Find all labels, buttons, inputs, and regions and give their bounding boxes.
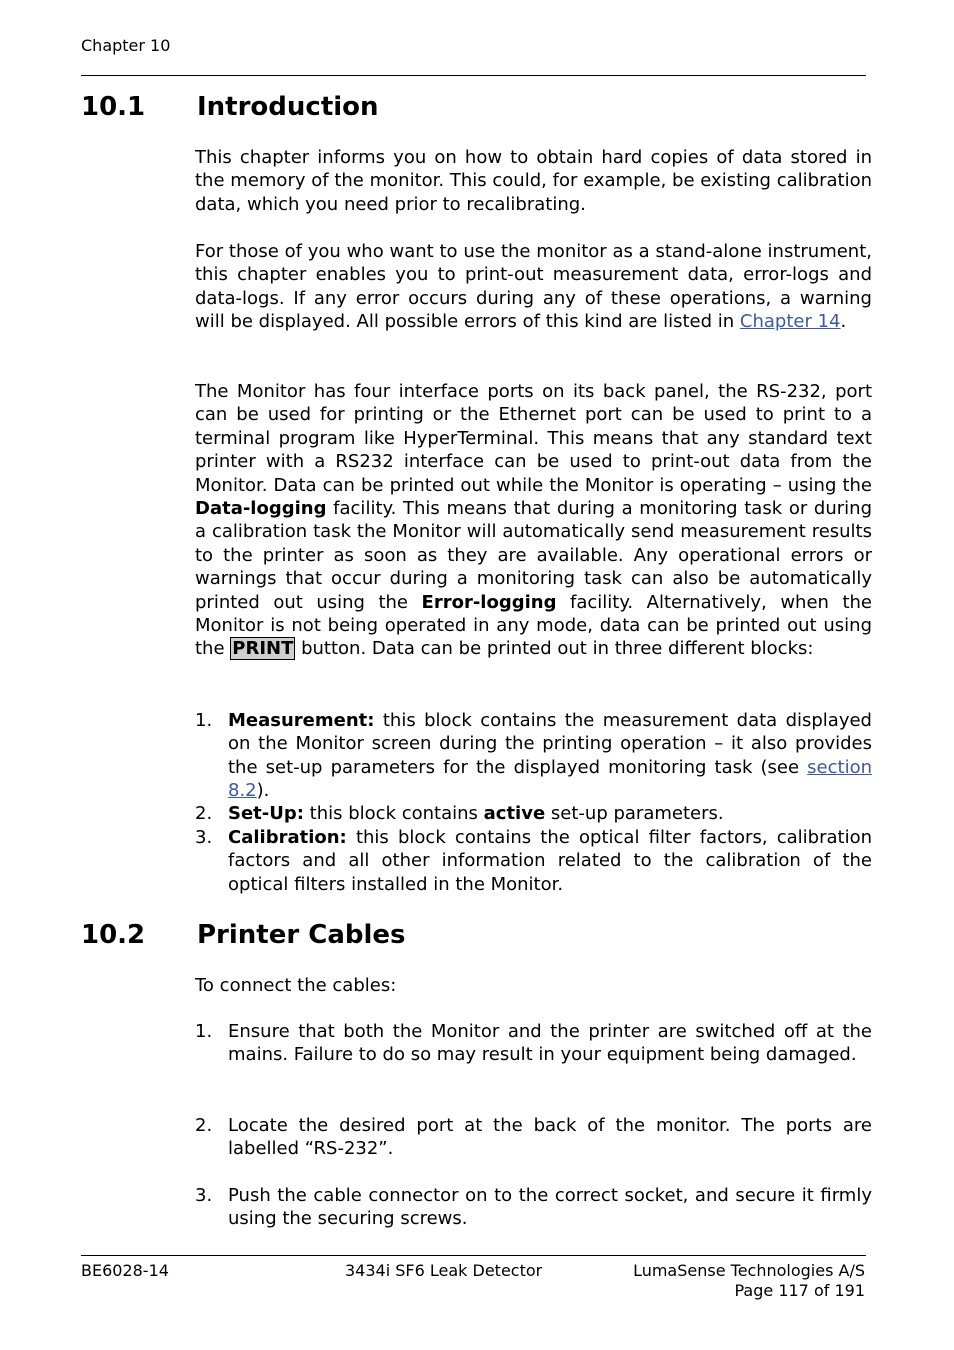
list-number: 3. bbox=[195, 827, 213, 848]
active-term: active bbox=[483, 803, 546, 824]
section-title: Printer Cables bbox=[197, 920, 406, 950]
step-1 bbox=[195, 1020, 872, 1067]
section-8-2-link[interactable]: section 8.2 bbox=[228, 756, 872, 802]
footer-divider bbox=[81, 1255, 866, 1256]
chapter-14-link[interactable]: Chapter 14 bbox=[739, 311, 841, 333]
text-span: button. Data can be printed out in three different blocks: bbox=[295, 638, 814, 660]
header-divider bbox=[81, 75, 866, 76]
section-number: 10.2 bbox=[81, 920, 146, 950]
running-header: Chapter 10 bbox=[81, 36, 171, 55]
intro-paragraph-3 bbox=[195, 380, 872, 661]
text-span: ). bbox=[256, 780, 270, 802]
list-number: 2. bbox=[195, 803, 213, 824]
step-2 bbox=[195, 1114, 872, 1161]
footer-company-page bbox=[633, 1261, 865, 1301]
intro-paragraph-1: This chapter informs you on how to obtain hard copies of data stored in the memory of the monitor. This could, for example, be existing calibration data, which you need prior to recalibrating. bbox=[195, 147, 872, 215]
text-span: this block contains the optical filter factors, calibration factors and all other information related to the calibration of the optical filters installed in the Monitor. bbox=[228, 827, 872, 895]
step-number: 3. bbox=[195, 1185, 213, 1206]
section-title: Introduction bbox=[197, 92, 379, 122]
list-term: Set-Up: bbox=[228, 803, 304, 824]
section-number: 10.1 bbox=[81, 92, 146, 122]
step-text: Ensure that both the Monitor and the printer are switched off at the mains. Failure to do so may result in your equipment being damaged. bbox=[228, 1021, 872, 1066]
list-item-setup bbox=[195, 802, 872, 825]
error-logging-term: Error-logging bbox=[421, 591, 557, 613]
cables-intro: To connect the cables: bbox=[195, 975, 397, 996]
list-item-calibration bbox=[195, 826, 872, 896]
text-span: . bbox=[840, 311, 847, 333]
list-text bbox=[228, 826, 872, 896]
intro-paragraph-2 bbox=[195, 240, 872, 334]
step-text: Locate the desired port at the back of the monitor. The ports are labelled “RS-232”. bbox=[228, 1115, 872, 1160]
list-number: 1. bbox=[195, 710, 213, 731]
list-text bbox=[228, 709, 872, 803]
print-key-label: PRINT bbox=[232, 638, 294, 660]
list-term: Calibration: bbox=[228, 827, 347, 848]
step-number: 1. bbox=[195, 1021, 213, 1042]
list-text bbox=[228, 802, 872, 825]
footer-product: 3434i SF6 Leak Detector bbox=[345, 1261, 543, 1280]
step-3 bbox=[195, 1184, 872, 1231]
text-span: set-up parameters. bbox=[545, 803, 724, 824]
list-term: Measurement: bbox=[228, 710, 375, 731]
text-span: The Monitor has four interface ports on its back panel, the RS-232, port can be used for printing or the Ethernet port can be used to print to a terminal program like HyperTerminal. This means that any standard text printer with a RS232 interface can be used to print-out data from the Monitor. Data can be printed out while the Monitor is operating – using the bbox=[195, 381, 872, 496]
step-text: Push the cable connector on to the correct socket, and secure it firmly using the securing screws. bbox=[228, 1185, 872, 1230]
footer-page-number: Page 117 of 191 bbox=[734, 1281, 865, 1300]
text-span: this block contains bbox=[303, 803, 484, 824]
list-item-measurement bbox=[195, 709, 872, 803]
footer-company: LumaSense Technologies A/S bbox=[633, 1261, 865, 1280]
text-span: facility. Alternatively, when the Monitor is not being operated in any mode, data can be printed out using the bbox=[195, 591, 872, 660]
text-span: For those of you who want to use the monitor as a stand-alone instrument, this chapter enables you to print-out measurement data, error-logs and data-logs. If any error occurs during any of these operations, a warning will be displayed. All possible errors of this kind are listed in bbox=[195, 241, 872, 333]
text-span: this block contains the measurement data displayed on the Monitor screen during the printing operation – it also provides the set-up parameters for the displayed monitoring task (see bbox=[228, 710, 872, 778]
data-logging-term: Data-logging bbox=[195, 498, 327, 520]
text-span: facility. This means that during a monitoring task or during a calibration task the Monitor will automatically send measurement results to the printer as soon as they are available. Any operational errors or warnings that occur during a monitoring task can also be automatically printed out using the bbox=[195, 498, 872, 613]
footer-doc-id: BE6028-14 bbox=[81, 1261, 169, 1280]
step-number: 2. bbox=[195, 1115, 213, 1136]
